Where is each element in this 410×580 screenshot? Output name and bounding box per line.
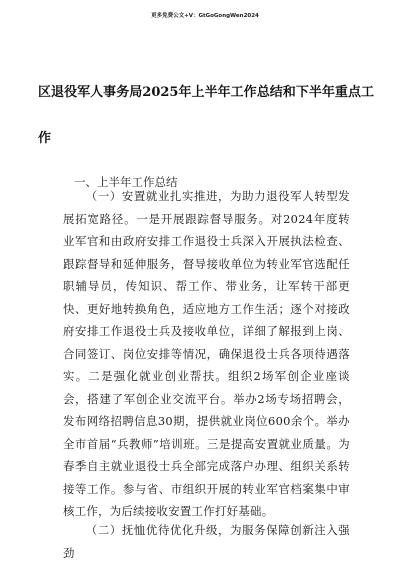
header-note: 更多免费公文+V：GtGoGongWen2024: [151, 13, 259, 19]
section-heading: 一、上半年工作总结: [74, 175, 178, 189]
body-paragraph: （二）抚恤优待优化升级，为服务保障创新注入强劲: [63, 523, 350, 560]
body-paragraph: （一）安置就业扎实推进，为助力退役军人转型发展拓宽路径。一是开展跟踪督导服务。对2024年度转业军官和由政府安排工作退役士兵深入开展执法检查、跟踪督导和延伸服务，督导接收单位为转业军官选配任职辅导员，传知识、帮工作、带业务，让军转干部更快、更好地转换角色，适应地方工作生活；逐个对接政府安排工作退役士兵及接收单位，详细了解报到上岗、合同签订、岗位安排等情况，确保退役士兵各项待遇落实。二是强化就业创业帮扶。组织2场军创企业座谈会，搭建了军创企业交流平台。举办2场专场招聘会，发布网络招聘信息30期，提供就业岗位600余个。举办全市首届“兵教师”培训班。三是提高安置就业质量。为春季自主就业退役士兵全部完成落户办理、组织关系转接等工作。参与省、市组织开展的转业军官档案集中审核工作，为后续接收安置工作打好基础。: [63, 189, 350, 518]
document-title: 区退役军人事务局2025年上半年工作总结和下半年重点工作: [38, 85, 374, 146]
